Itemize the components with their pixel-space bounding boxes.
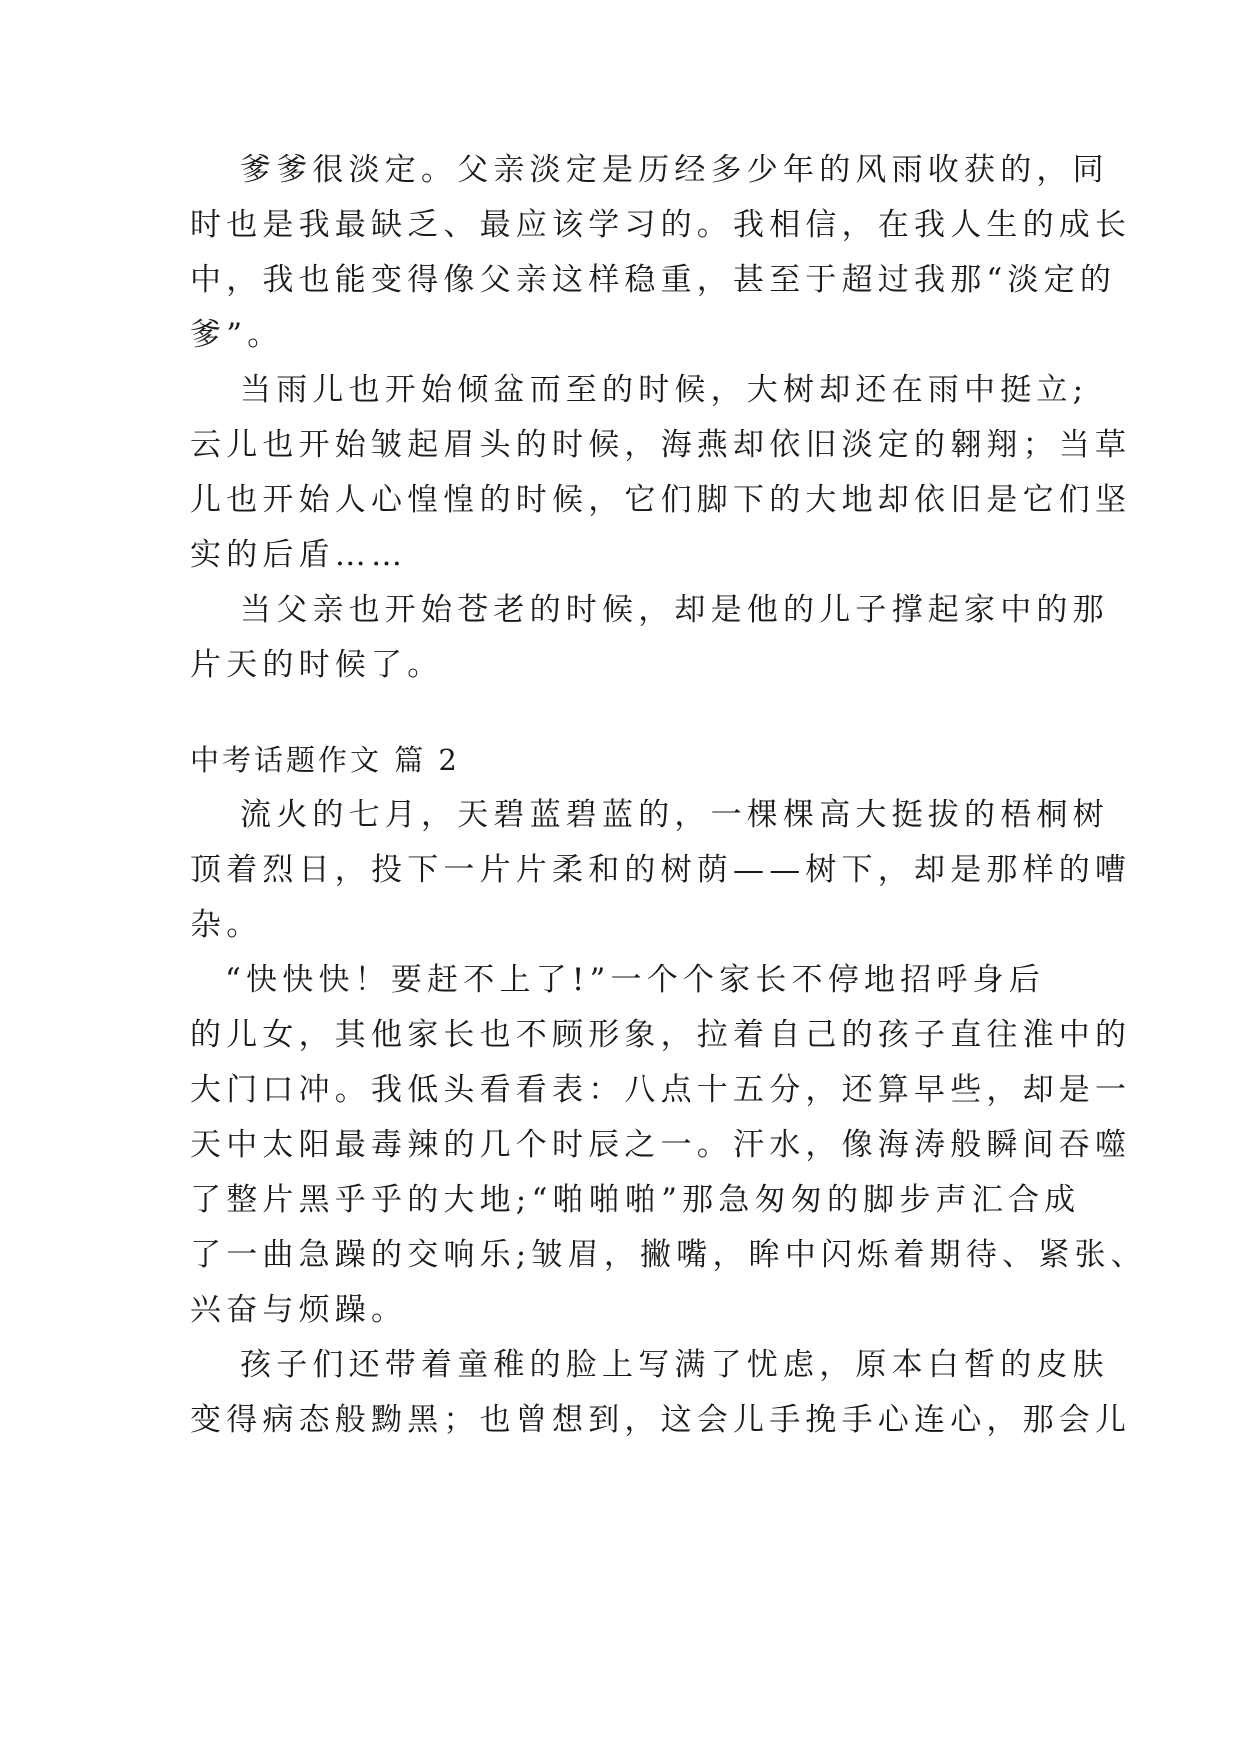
paragraph-line: 云儿也开始皱起眉头的时候，海燕却依旧淡定的翱翔；当草 bbox=[190, 427, 1132, 463]
paragraph-line: 大门口冲。我低头看看表：八点十五分，还算早些，却是一 bbox=[190, 1072, 1132, 1108]
paragraph-line: 的儿女，其他家长也不顾形象，拉着自己的孩子直往淮中的 bbox=[190, 1017, 1132, 1053]
paragraph-line: 流火的七月，天碧蓝碧蓝的，一棵棵高大挺拔的梧桐树 bbox=[240, 797, 1109, 833]
section-heading: 中考话题作文 篇 2 bbox=[190, 743, 460, 777]
paragraph-line: 爹”。 bbox=[190, 317, 284, 353]
paragraph-line: 孩子们还带着童稚的脸上写满了忧虑，原本白皙的皮肤 bbox=[240, 1347, 1109, 1383]
paragraph-line: 中，我也能变得像父亲这样稳重，甚至于超过我那“淡定的 bbox=[190, 262, 1117, 298]
paragraph-line: 了一曲急躁的交响乐;皱眉，撇嘴，眸中闪烁着期待、紧张、 bbox=[190, 1237, 1147, 1273]
paragraph-line: “快快快！要赶不上了!”一个个家长不停地招呼身后 bbox=[225, 962, 1045, 998]
paragraph-line: 杂。 bbox=[190, 907, 263, 943]
paragraph-line: 爹爹很淡定。父亲淡定是历经多少年的风雨收获的，同 bbox=[240, 152, 1109, 188]
paragraph-line: 当雨儿也开始倾盆而至的时候，大树却还在雨中挺立; bbox=[240, 372, 1089, 408]
paragraph-line: 时也是我最缺乏、最应该学习的。我相信，在我人生的成长 bbox=[190, 207, 1132, 243]
paragraph-line: 变得病态般黝黑；也曾想到，这会儿手挽手心连心，那会儿 bbox=[190, 1402, 1132, 1438]
paragraph-line: 当父亲也开始苍老的时候，却是他的儿子撑起家中的那 bbox=[240, 592, 1109, 628]
paragraph-line: 天中太阳最毒辣的几个时辰之一。汗水，像海涛般瞬间吞噬 bbox=[190, 1127, 1132, 1163]
paragraph-line: 片天的时候了。 bbox=[190, 647, 444, 683]
paragraph-line: 了整片黑乎乎的大地;“啪啪啪”那急匆匆的脚步声汇合成 bbox=[190, 1182, 1081, 1218]
paragraph-line: 兴奋与烦躁。 bbox=[190, 1292, 408, 1328]
paragraph-line: 儿也开始人心惶惶的时候，它们脚下的大地却依旧是它们坚 bbox=[190, 482, 1132, 518]
paragraph-line: 顶着烈日，投下一片片柔和的树荫——树下，却是那样的嘈 bbox=[190, 852, 1132, 888]
paragraph-line: 实的后盾…… bbox=[190, 537, 408, 573]
